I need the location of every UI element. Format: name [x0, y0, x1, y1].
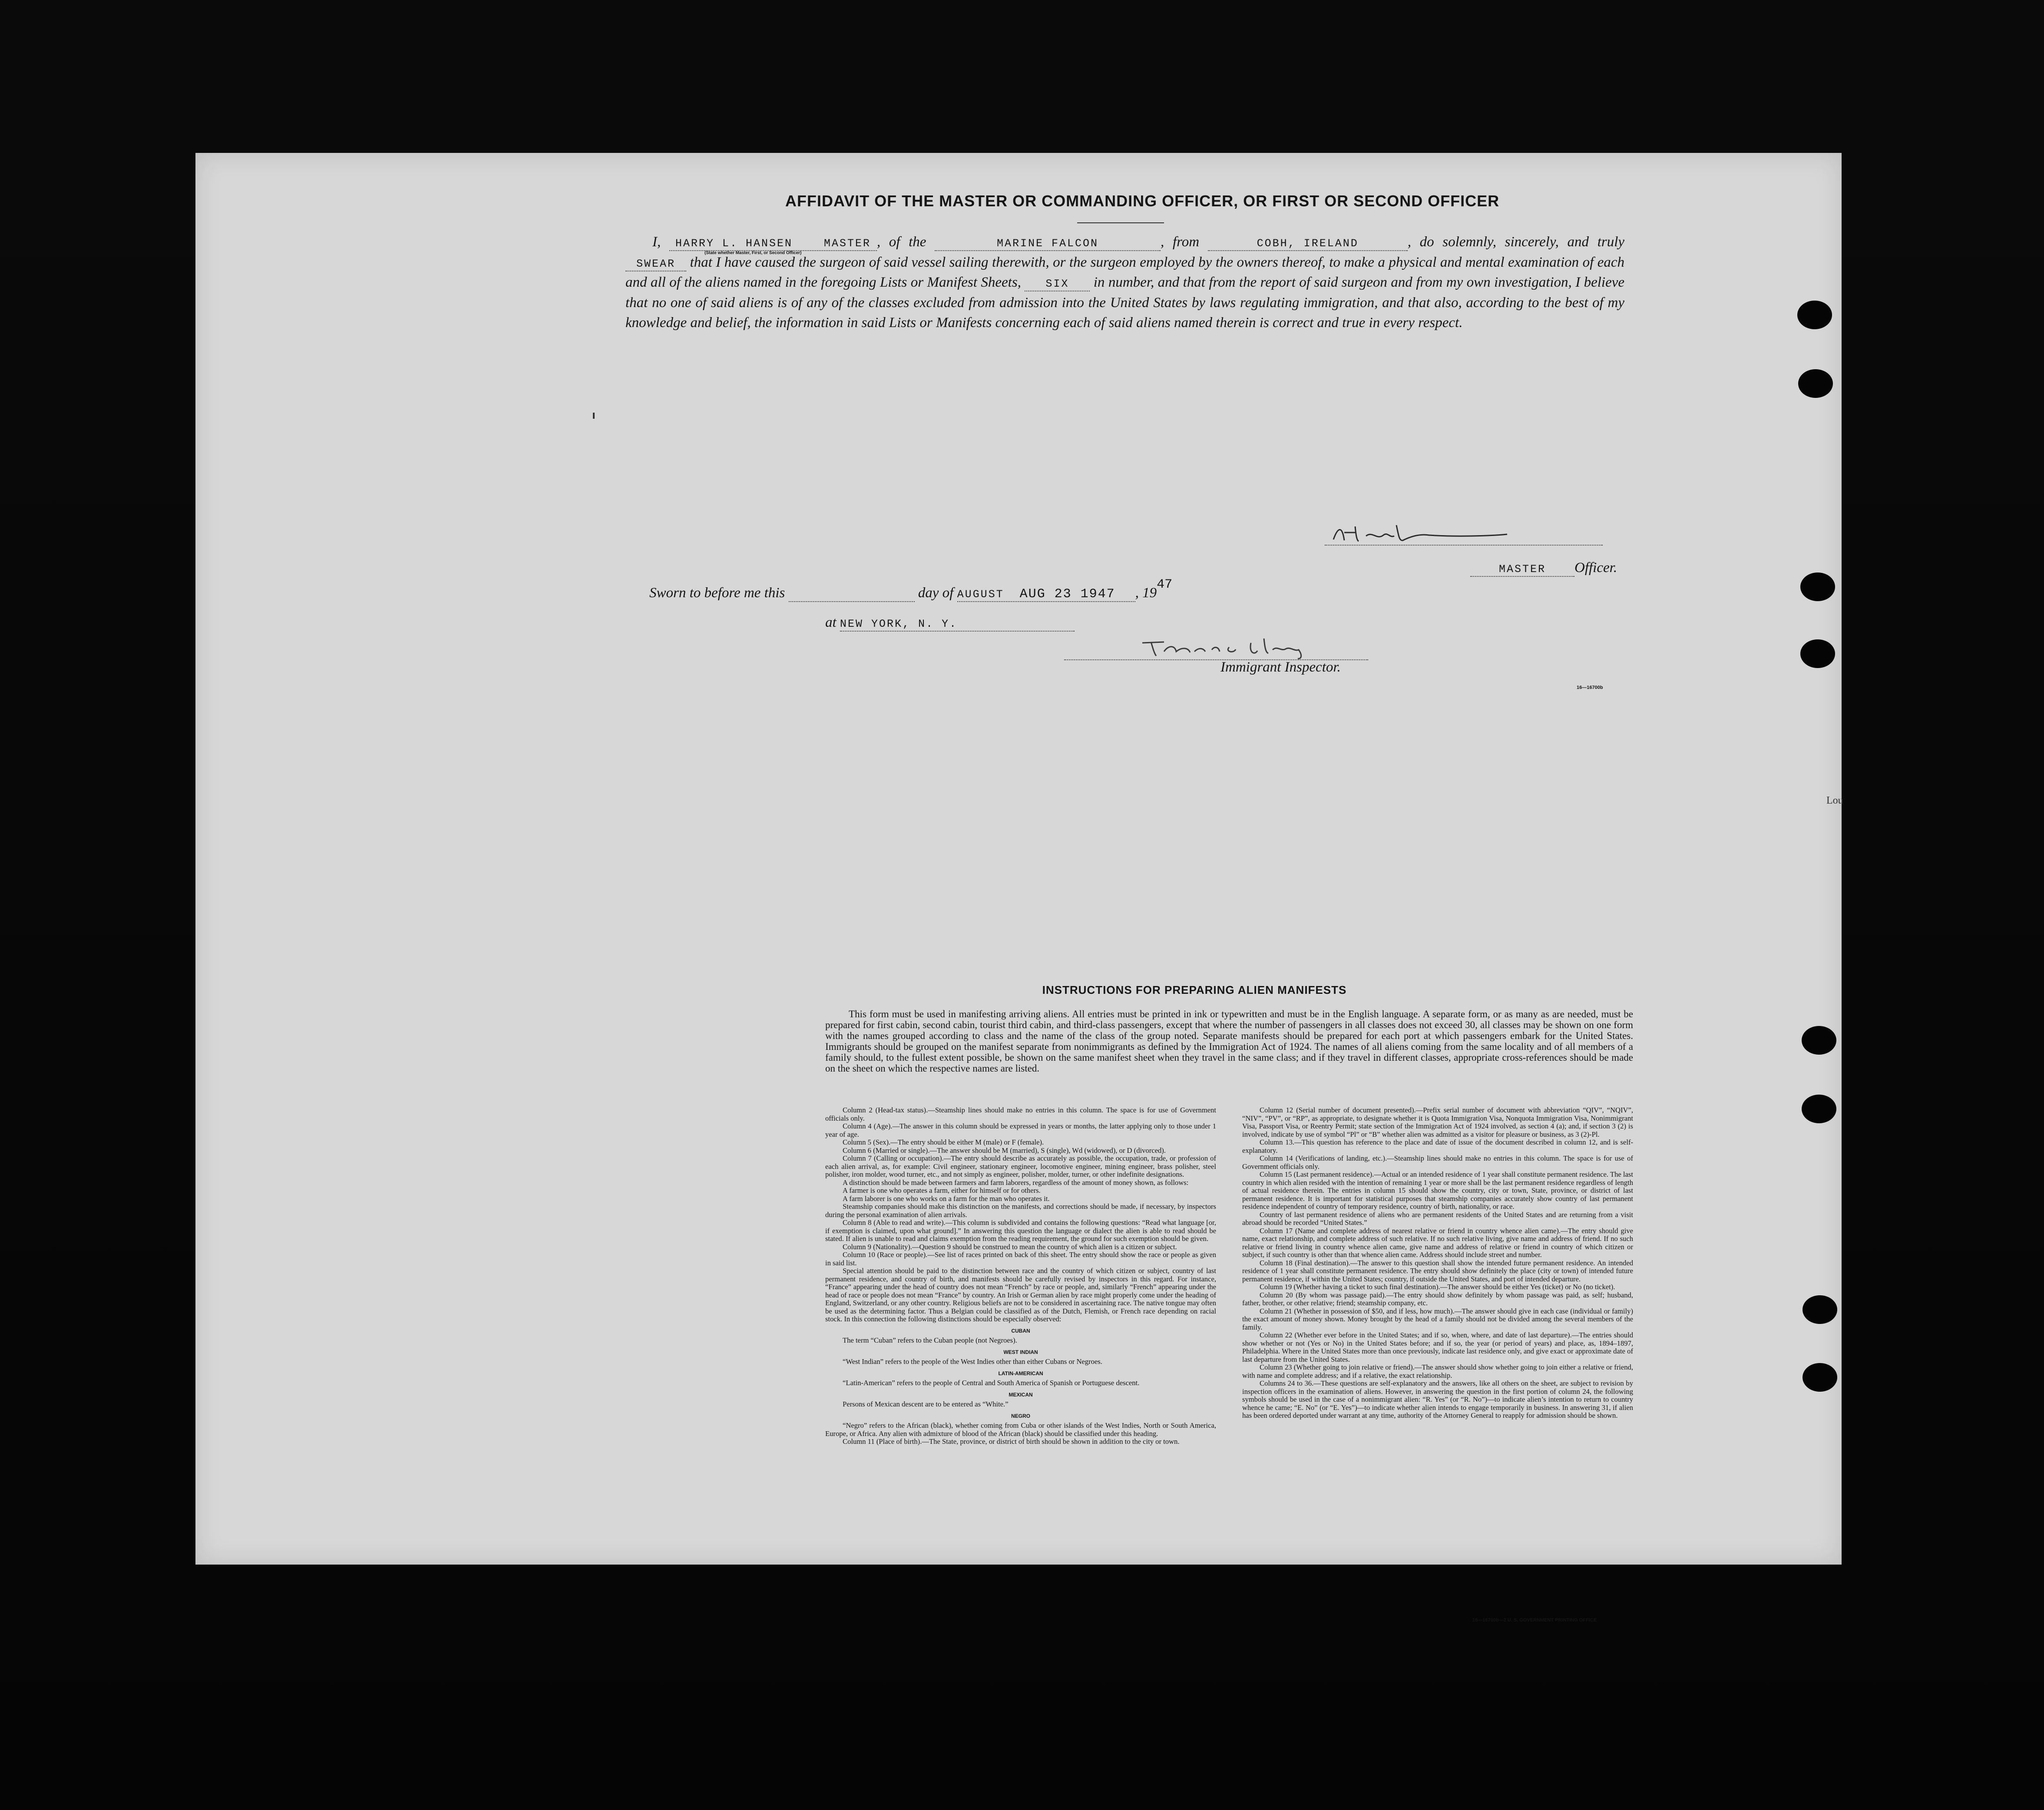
instruction-paragraph: Special attention should be paid to the distinction between race and the country of which citizen or subject, country of last permanent residence, and country of birth, and manifests should be carefully revised by inspectors in this regard. For instance, “France” appearing under the head of country does not mean “French” by race or people, and, similarly “French” appearing under the head of race or people does not mean “France” by country. An Irish or German alien by race might properly come under the heading of England, Switzerland, or any other country. Religious beliefs are not to be considered in ascertaining race. The native tongue may often be used as the determining factor. Thus a Belgian could be classified as of the Dutch, Flemish, or French race depending on racial stock. In this connection the following distinctions should be especially observed: [825, 1267, 1216, 1323]
manifest-page [195, 153, 1843, 1623]
instructions-title: INSTRUCTIONS FOR PREPARING ALIEN MANIFESTS [1042, 983, 1347, 996]
instruction-paragraph: Column 8 (Able to read and write).—This column is subdivided and contains the following questions: “Read what language [or, if exemption is claimed, upon what ground].” In answering this question the language or dialect the alien is able to read should be stated. If alien is unable to read and claims exemption from the reading requirement, the ground for such exemption should be given. [825, 1218, 1216, 1243]
instruction-paragraph: Column 15 (Last permanent residence).—Actual or an intended residence of 1 year shall constitute permanent residence. The last country in which alien resided with the intention of remaining 1 year or more shall be the last permanent residence regardless of length of actual residence therein. The entries in column 15 should show the country, city or town, State, province, or district of last permanent residence. It is important for statistical purposes that steamship companies accurately show country of last permanent residence independent of country of temporary residence, country of birth, nationality, or race. [1242, 1170, 1633, 1211]
heading-cuban: CUBAN [1011, 1327, 1030, 1334]
instruction-paragraph: A farm laborer is one who works on a farm for the man who operates it. [843, 1194, 1050, 1203]
master-signature-scrawl [1325, 523, 1603, 545]
sworn-line [649, 577, 1173, 602]
inspector-label: Immigrant Inspector. [1220, 659, 1341, 675]
instruction-paragraph: Column 18 (Final destination).—The answer to this question shall show the intended future permanent residence. An intended residence of 1 year shall constitute permanent residence. The entry should show definitely the place (city or town) of intended future permanent residence, if within the United States; country, if outside the United States, and port of intended departure. [1242, 1258, 1633, 1283]
instruction-paragraph: Column 23 (Whether going to join relative or friend).—The answer should show whether going to join either a relative or friend, with name and complete address; and if a relative, the exact relationship. [1242, 1363, 1633, 1380]
year-suffix: 47 [1157, 577, 1173, 592]
place-field: NEW YORK, N. Y. [840, 618, 1075, 632]
at-label: at [825, 615, 837, 630]
instruction-paragraph: “West Indian” refers to the people of the West Indies other than either Cubans or Negroes. [843, 1357, 1102, 1366]
instruction-paragraph: Steamship companies should make this distinction on the manifests, and corrections should be made, if necessary, by inspectors during the personal examination of alien arrivals. [825, 1202, 1216, 1219]
month-field [957, 588, 1135, 602]
master-name: HARRY L. HANSEN [675, 237, 793, 250]
punch-hole [1797, 301, 1832, 329]
affidavit-of-the: , of the [876, 234, 926, 250]
heading-west-indian: WEST INDIAN [1003, 1349, 1038, 1355]
instructions-left-column [825, 1106, 1216, 1446]
instruction-paragraph: Column 6 (Married or single).—The answer should be M (married), S (single), Wd (widowed), or D (divorced). [843, 1146, 1166, 1155]
instruction-paragraph: Column 2 (Head-tax status).—Steamship lines should make no entries in this column. The space is for use of Government officials only. [825, 1106, 1216, 1122]
instruction-paragraph: Column 9 (Nationality).—Question 9 should be construed to mean the country of which alien is a citizen or subject. [843, 1242, 1177, 1251]
instruction-paragraph: Column 21 (Whether in possession of $50, and if less, how much).—The answer should give in each case (individual or family) the exact amount of money shown. Money brought by the head of a family should not be divided among the several members of the family. [1242, 1307, 1633, 1331]
instruction-paragraph: Column 20 (By whom was passage paid).—The entry should show definitely by whom passage was paid, as self; husband, father, brother, or other relative; friend; steamship company, etc. [1242, 1290, 1633, 1307]
port-field: COBH, IRELAND [1208, 237, 1408, 251]
title-rule [1077, 222, 1164, 223]
affidavit-from: , from [1161, 234, 1200, 250]
affidavit-title: AFFIDAVIT OF THE MASTER OR COMMANDING OFFICER, OR FIRST OR SECOND OFFICER [785, 192, 1500, 210]
margin-tick [593, 413, 595, 419]
year-prefix: , 19 [1135, 585, 1157, 601]
sworn-day-field [789, 588, 915, 602]
heading-mexican: MEXICAN [1009, 1391, 1033, 1398]
instruction-paragraph: “Latin-American” refers to the people of Central and South America of Spanish or Portuguese descent. [843, 1379, 1140, 1387]
officer-line [1470, 560, 1617, 577]
heading-latin-american: LATIN-AMERICAN [998, 1370, 1043, 1377]
instruction-paragraph: Column 14 (Verifications of landing, etc.).—Steamship lines should make no entries in this column. The space is for use of Government officials only. [1242, 1154, 1633, 1171]
affidavit-middle: that I have caused the surgeon of said vessel sailing therewith, or the surgeon employed by the owners thereof, to make a physical and mental examination of each and all of the aliens named in the foregoing Lists or Manifest Sheets, [625, 254, 1624, 290]
instruction-paragraph: Column 11 (Place of birth).—The State, province, or district of birth should be shown in addition to the city or town. [843, 1437, 1180, 1446]
instruction-paragraph: Persons of Mexican descent are to be entered as “White.” [843, 1400, 1009, 1408]
punch-hole [1802, 1095, 1836, 1123]
officer-rank: MASTER [1470, 563, 1574, 577]
affidavit-end: in number, and that from the report of said surgeon and from my own investigation, I believe that no one of said aliens is of any of the classes excluded from admission into the United States by laws regulating immigration, and that also, according to the best of my knowledge and belief, the information in said Lists or Manifests concerning each of said aliens named therein is correct and true in every respect. [625, 275, 1625, 331]
sheets-field: SIX [1025, 278, 1090, 291]
master-rank: MASTER [824, 237, 871, 250]
punch-hole [1803, 1295, 1837, 1324]
instructions-intro: This form must be used in manifesting arriving aliens. All entries must be printed in ink or typewritten and must be in the English language. A separate form, or as many as are needed, must be prepared for first cabin, second cabin, tourist third cabin, and third-class passengers, except that where the number of passengers in all classes does not exceed 30, all classes may be shown on one form with the names grouped according to class and the name of the class of the group noted. Separate manifests should be prepared for each port at which passengers embark for the United States. Immigrants should be grouped on the manifest separate from nonimmigrants as defined by the Immigration Act of 1924. The names of all aliens coming from the same locality and of all members of a family should, to the fullest extent possible, be shown on the same manifest sheet when they travel in the same class; and if they travel in different classes, appropriate cross-references should be made on the sheet on which the respective names are listed. [825, 1009, 1633, 1074]
instruction-paragraph: The term “Cuban” refers to the Cuban people (not Negroes). [843, 1336, 1017, 1344]
instruction-paragraph: Column 12 (Serial number of document presented).—Prefix serial number of document with abbreviation “QIV”, “NQIV”, “NIV”, “PV”, or “RP”, as appropriate, to designate whether it is Quota Immigration Visa, Nonquota Immigration Visa, Nonimmigrant Visa, Passport Visa, or Reentry Permit; state section of the Immigration Act of 1924 involved, as section 4 (a); and, if section 3 (2) is involved, indicate by use of symbol “Pl” or “B” whether alien was admitted as a visitor for pleasure or business, as 3 (2)-Pl. [1242, 1106, 1633, 1138]
heading-negro: NEGRO [1011, 1413, 1030, 1419]
punch-hole [1800, 639, 1835, 668]
sworn-label: Sworn to before me this [649, 585, 785, 601]
instruction-paragraph: Column 10 (Race or people).—See list of races printed on back of this sheet. The entry should show the race or people as given in said list. [825, 1251, 1216, 1267]
instruction-paragraph: Column 5 (Sex).—The entry should be either M (male) or F (female). [843, 1138, 1044, 1146]
vessel-field: MARINE FALCON [935, 237, 1161, 251]
instruction-paragraph: Column 22 (Whether ever before in the United States; and if so, when, where, and date of last departure).—The entries should show whether or not (Yes or No) in the United States before; and if so, the year (or period of years) and place, as, 1894–1897, Philadelphia. Where in the United States more than once previously, indicate last residence only, and give exact or approximate date of last departure from the United States. [1242, 1331, 1633, 1363]
day-of-label: day of [918, 585, 954, 601]
punch-hole [1802, 1026, 1836, 1055]
date-stamp: AUG 23 1947 [1019, 587, 1115, 602]
affidavit-i: I, [652, 234, 661, 250]
month-value: AUGUST [957, 588, 1004, 601]
affidavit-form-number: 16—16700b [1577, 685, 1603, 690]
instruction-paragraph: Column 19 (Whether having a ticket to such final destination).—The answer should be either Yes (ticket) or No (no ticket). [1260, 1283, 1615, 1291]
instruction-paragraph: “Negro” refers to the African (black), whether coming from Cuba or other islands of the West Indies, North or South America, Europe, or Africa. Any alien with admixture of blood of the African (black) should be classified under this heading. [825, 1421, 1216, 1438]
officer-label: Officer. [1574, 560, 1617, 576]
instruction-paragraph: Column 17 (Name and complete address of nearest relative or friend in country whence alien came).—The entry should give name, exact relationship, and complete address of such relative. If no such relative living, give name and address of friend. If no such relative or friend living in country whence alien came, give name and address of relative or friend in country of which citizen or subject, if such country is other than that whence alien came. Address should include street and number. [1242, 1226, 1633, 1259]
instructions-form-number: 16—16700b—2 U. S. GOVERNMENT PRINTING OFFICE [1472, 1618, 1597, 1623]
place-line [825, 615, 1075, 632]
margin-annotation: Lou [1826, 795, 1843, 806]
instruction-paragraph: Column 13.—This question has reference to the place and date of issue of the document described in column 12, and is self-explanatory. [1242, 1138, 1633, 1155]
inspector-signature-scrawl [1064, 634, 1368, 659]
punch-hole [1800, 572, 1835, 601]
instruction-paragraph: Columns 24 to 36.—These questions are self-explanatory and the answers, like all others on the sheet, are subject to revision by inspection officers in the examination of aliens. However, in answering the question in the first portion of column 24, the following symbols should be used in the case of a nonimmigrant alien: “R. Yes” (or “R. No”)—to indicate alien’s intention to return to country whence he came; “E. No” (or “E. Yes”)—to indicate whether alien intends to engage temporarily in business. In answering 31, if alien has been ordered deported under warrant at any time, authority of the Attorney General to reapply for admission should be shown. [1242, 1379, 1633, 1420]
punch-hole [1803, 1363, 1837, 1392]
instruction-paragraph: A distinction should be made between farmers and farm laborers, regardless of the amount of money shown, as follows: [843, 1178, 1189, 1187]
rank-note: (State whether Master, First, or Second Officer) [704, 251, 802, 255]
oath-field: SWEAR [625, 258, 686, 271]
instruction-paragraph: Country of last permanent residence of aliens who are permanent residents of the United States and are returning from a visit abroad should be recorded “United States.” [1242, 1210, 1633, 1227]
instruction-paragraph: A farmer is one who operates a farm, either for himself or for others. [843, 1186, 1041, 1195]
instruction-paragraph: Column 7 (Calling or occupation).—The entry should describe as accurately as possible, the occupation, trade, or profession of each alien arrival, as, for example: Civil engineer, stationary engineer, locomotive engineer, mining engineer, brass polisher, steel polisher, iron molder, wood turner, etc., and not simply as engineer, polisher, molder, turner, or other indefinite designations. [825, 1154, 1216, 1178]
inspector-signature [1064, 634, 1368, 660]
instruction-paragraph: Column 4 (Age).—The answer in this column should be expressed in years or months, the latter applying only to those under 1 year of age. [825, 1122, 1216, 1138]
affidavit-do: , do solemnly, sincerely, and truly [1407, 234, 1625, 250]
instructions-right-column [1242, 1106, 1633, 1420]
affidavit-body [625, 232, 1624, 333]
master-name-field [669, 237, 877, 251]
punch-hole [1798, 369, 1833, 398]
master-signature [1325, 523, 1603, 546]
